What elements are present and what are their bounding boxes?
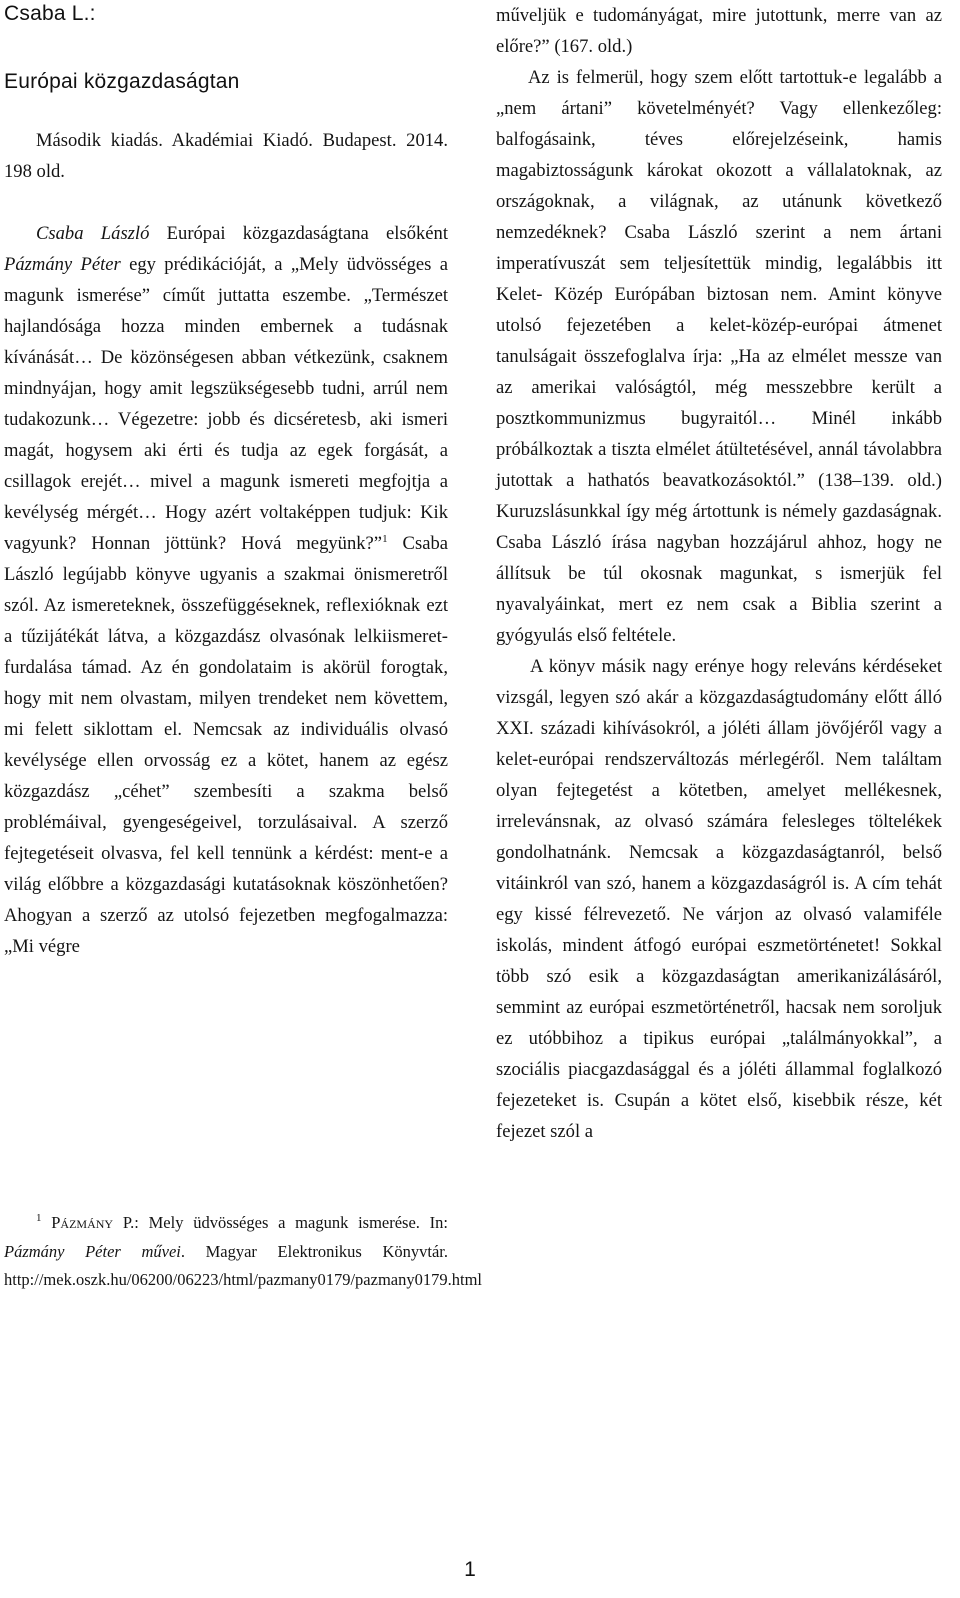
text-segment: Európai közgazdaságtana elsőként (149, 223, 448, 244)
right-column (496, 0, 942, 1147)
left-main-paragraph (4, 218, 448, 962)
text-segment: egy prédikációját, a „Mely üdvösséges a magunk ismerése” címűt juttatta eszembe. „Természet hajlandósága hozza minden embernek a tudásnak kívánását… De közönségesen abban vétkezünk, csaknem mindnyájan, hogy amit legszükségesebb tudni, arrúl nem tudakozunk… Végezetre: jobb és dicséretesb, aki ismeri magát, hogysem aki érti és tudja az egek forgását, a csillagok erejét… mivel a magunk ismereti megfojtja a kevélység mérgét… Hogy azért voltaképpen tudjuk: Kik vagyunk? Honnan jöttünk? Hová megyünk?” (4, 254, 448, 554)
left-column (4, 125, 448, 962)
text-segment: Csaba László legújabb könyve ugyanis a szakmai önismeretről szól. Az ismereteknek, összefüggéseknek, reflexióknak ezt a tűzijátékát látva, a közgazdász olvasónak lelkiismeret-furdalása támad. Az én gondolataim is akörül forogtak, hogy mit nem olvastam, milyen trendeket nem követtem, mi felett siklottam el. Nemcsak az individuális olvasó kevélysége ellen orvosság ez a kötet, hanem az egész közgazdász „céhet” szembesíti a szakma belső problémáival, gyengeségeivel, torzulásaival. A szerző fejtegetéseit olvasva, fel kell tennünk a kérdést: ment-e a világ előbbre a közgazdasági kutatásoknak köszönhetően? Ahogyan a szerző az utolsó fejezetben megfogalmazza: „Mi végre (4, 533, 448, 957)
text-segment: P.: Mely üdvösséges a magunk ismerése. In: (113, 1213, 448, 1232)
footnote-number: 1 (36, 1212, 42, 1224)
publication-info: Második kiadás. Akadémiai Kiadó. Budapest. 2014. 198 old. (4, 130, 448, 182)
page-number: 1 (464, 1558, 476, 1581)
footnote-reference: 1 (382, 533, 388, 545)
footnote-text (4, 1209, 482, 1295)
review-title-heading: Európai közgazdaságtan (4, 70, 240, 93)
review-author-heading: Csaba L.: (4, 2, 96, 25)
right-paragraph: Az is felmerül, hogy szem előtt tartottuk-e legalább a „nem ártani” követelményét? Vagy ellenkezőleg: balfogásaink, téves előrejelzéseink, hamis magabiztosságunk károkat okozott a vállalatoknak, az országoknak, a világnak, az utánunk következő nemzedéknek? Csaba László szerint a nem ártani imperatívuszát sem teljesítettük mindig, legalábbis itt Kelet- Közép Európában biztosan nem. Amint könyve utolsó fejezetében a kelet-közép-európai átmenet tanulságait összefoglalva írja: „Ha az elmélet messze van az amerikai valóságtól, még messzebbre került a posztkommunizmus bugyraitól… Minél inkább próbálkoztak a tiszta elmélet átültetésével, annál távolabbra jutottak a hathatós beavatkozásoktól.” (138–139. old.) Kuruzslásunkkal így még ártottunk is némely gazdaságnak. Csaba László írása nagyban hozzájárul ahhoz, hogy ne állítsuk be túl okosnak magunkat, s ismerjük fel nyavalyáinkat, mert ez nem csak a Biblia szerint a gyógyulás első feltétele. (496, 67, 942, 646)
author-name-italic: Csaba László (36, 223, 150, 244)
right-paragraph-continuation: műveljük e tudományágat, mire jutottunk, merre van az előre?” (167. old.) (496, 5, 942, 57)
footnote-author-smallcaps: Pázmány (51, 1213, 114, 1232)
footnote (4, 1209, 482, 1295)
footnote-work-italic: Pázmány Péter művei (4, 1241, 181, 1261)
right-paragraph: A könyv másik nagy erénye hogy releváns kérdéseket vizsgál, legyen szó akár a közgazdaságtudomány előtt álló XXI. századi kihívásokról, a jóléti állam jövőjéről vagy a kelet-európai rendszerváltozás mérlegéről. Nem találtam olyan fejtegetést a kötetben, amelyet mellékesnek, irrelevánsnak, az olvasó számára felesleges töltelékek gondolhatnánk. Nemcsak a közgazdaságtanról, belső vitáinkról van szó, hanem a közgazdaságról is. A cím tehát egy kissé félrevezető. Ne várjon az olvasó valamiféle iskolás, mindent átfogó európai eszmetörténetet! Sokkal több szó esik a közgazdaságtan amerikanizálásáról, semmint az európai eszmetörténetről, hacsak nem soroljuk ez utóbbihoz a tipikus európai „találmányokkal”, a szociális piacgazdasággal és a jóléti állammal foglalkozó fejezeteket is. Csupán a kötet első, kisebbik része, két fejezet szól a (496, 656, 942, 1142)
preacher-name-italic: Pázmány Péter (4, 254, 121, 275)
text-segment: . Magyar Elektronikus Könyvtár. http://mek.oszk.hu/06200/06223/html/pazmany0179/pazmany0179.html (4, 1241, 482, 1289)
